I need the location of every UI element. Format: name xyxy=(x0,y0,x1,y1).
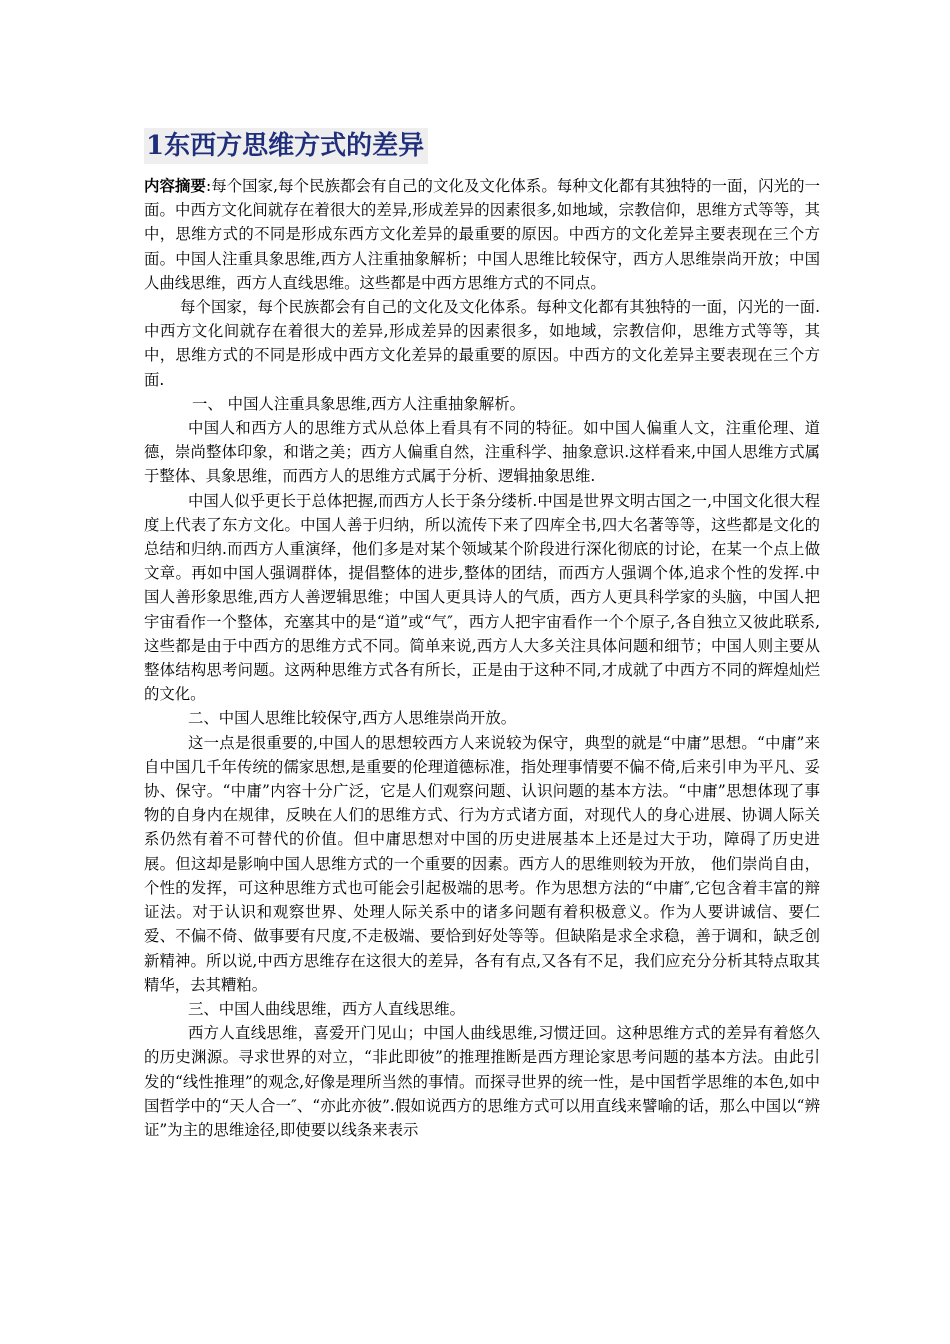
section-2-paragraph: 这一点是很重要的,中国人的思想较西方人来说较为保守，典型的就是“中庸”思想。“中庸”来自中国几千年传统的儒家思想,是重要的伦理道德标准，指处理事情要不偏不倚,后来引申为平凡、妥协、保守。“中庸”内容十分广泛，它是人们观察问题、认识问题的基本方法。“中庸”思想体现了事物的自身内在规律，反映在人们的思维方式、行为方式诸方面，对现代人的身心进展、协调人际关系仍然有着不可替代的价值。但中庸思想对中国的历史进展基本上还是过大于功，障碍了历史进展。但这却是影响中国人思维方式的一个重要的因素。西方人的思维则较为开放， 他们崇尚自由，个性的发挥，可这种思维方式也可能会引起极端的思考。作为思想方法的“中庸″,它包含着丰富的辩证法。对于认识和观察世界、处理人际关系中的诸多问题有着积极意义。作为人要讲诚信、要仁爱、不偏不倚、做事要有尺度,不走极端、要恰到好处等等。但缺陷是求全求稳，善于调和，缺乏创新精神。所以说,中西方思维存在这很大的差异，各有有点,又各有不足，我们应充分分析其特点取其精华，去其糟粕。 xyxy=(144,733,820,994)
section-1-paragraph-1: 中国人和西方人的思维方式从总体上看具有不同的特征。如中国人偏重人文，注重伦理、道德，崇尚整体印象，和谐之美；西方人偏重自然，注重科学、抽象意识.这样看来,中国人思维方式属于整体、具象思维，而西方人的思维方式属于分析、逻辑抽象思维. xyxy=(144,419,820,486)
section-3-paragraph: 西方人直线思维，喜爱开门见山；中国人曲线思维,习惯迂回。这种思维方式的差异有着悠久的历史渊源。寻求世界的对立，“非此即彼”的推理推断是西方理论家思考问题的基本方法。由此引发的“线性推理”的观念,好像是理所当然的事情。而探寻世界的统一性，是中国哲学思维的本色,如中国哲学中的“天人合一″、“亦此亦彼”.假如说西方的思维方式可以用直线来譬喻的话，那么中国以“辨证”为主的思维途径,即使要以线条来表示 xyxy=(144,1024,820,1139)
section-heading-2: 二、中国人思维比较保守,西方人思维崇尚开放。 xyxy=(188,709,517,728)
abstract-paragraph xyxy=(144,174,820,295)
abstract-text: :每个国家,每个民族都会有自己的文化及文化体系。每种文化都有其独特的一面，闪光的一面。中西方文化间就存在着很大的差异,形成差异的因素很多,如地域，宗教信仰，思维方式等等，其中，思维方式的不同是形成东西方文化差异的最重要的原因。中西方的文化差异主要表现在三个方面。中国人注重具象思维,西方人注重抽象解析；中国人思维比较保守，西方人思维崇尚开放；中国人曲线思维，西方人直线思维。这些都是中西方思维方式的不同点。 xyxy=(144,177,820,292)
intro-paragraph: 每个国家，每个民族都会有自己的文化及文化体系。每种文化都有其独特的一面，闪光的一面.中西方文化间就存在着很大的差异,形成差异的因素很多，如地域，宗教信仰，思维方式等等，其中，思维方式的不同是形成中西方文化差异的最重要的原因。中西方的文化差异主要表现在三个方面. xyxy=(144,298,820,389)
abstract-label: 内容摘要 xyxy=(144,177,206,195)
section-heading-1: 一、 中国人注重具象思维,西方人注重抽象解析。 xyxy=(192,394,525,413)
section-1-paragraph-2: 中国人似乎更长于总体把握,而西方人长于条分缕析.中国是世界文明古国之一,中国文化很大程度上代表了东方文化。中国人善于归纳，所以流传下来了四库全书,四大名著等等，这些都是文化的总结和归纳.而西方人重演绎，他们多是对某个领域某个阶段进行深化彻底的讨论，在某一个点上做文章。再如中国人强调群体，提倡整体的进步,整体的团结，而西方人强调个体,追求个性的发挥.中国人善形象思维,西方人善逻辑思维；中国人更具诗人的气质，西方人更具科学家的头脑，中国人把宇宙看作一个整体，充塞其中的是“道”或“气″，西方人把宇宙看作一个个原子,各自独立又彼此联系,这些都是由于中西方的思维方式不同。简单来说,西方人大多关注具体问题和细节；中国人则主要从整体结构思考问题。这两种思维方式各有所长，正是由于这种不同,才成就了中西方不同的辉煌灿烂的文化。 xyxy=(144,491,820,704)
document-page xyxy=(144,128,820,1142)
document-title: 1东西方思维方式的差异 xyxy=(144,128,428,164)
section-heading-3: 三、中国人曲线思维，西方人直线思维。 xyxy=(188,999,466,1018)
